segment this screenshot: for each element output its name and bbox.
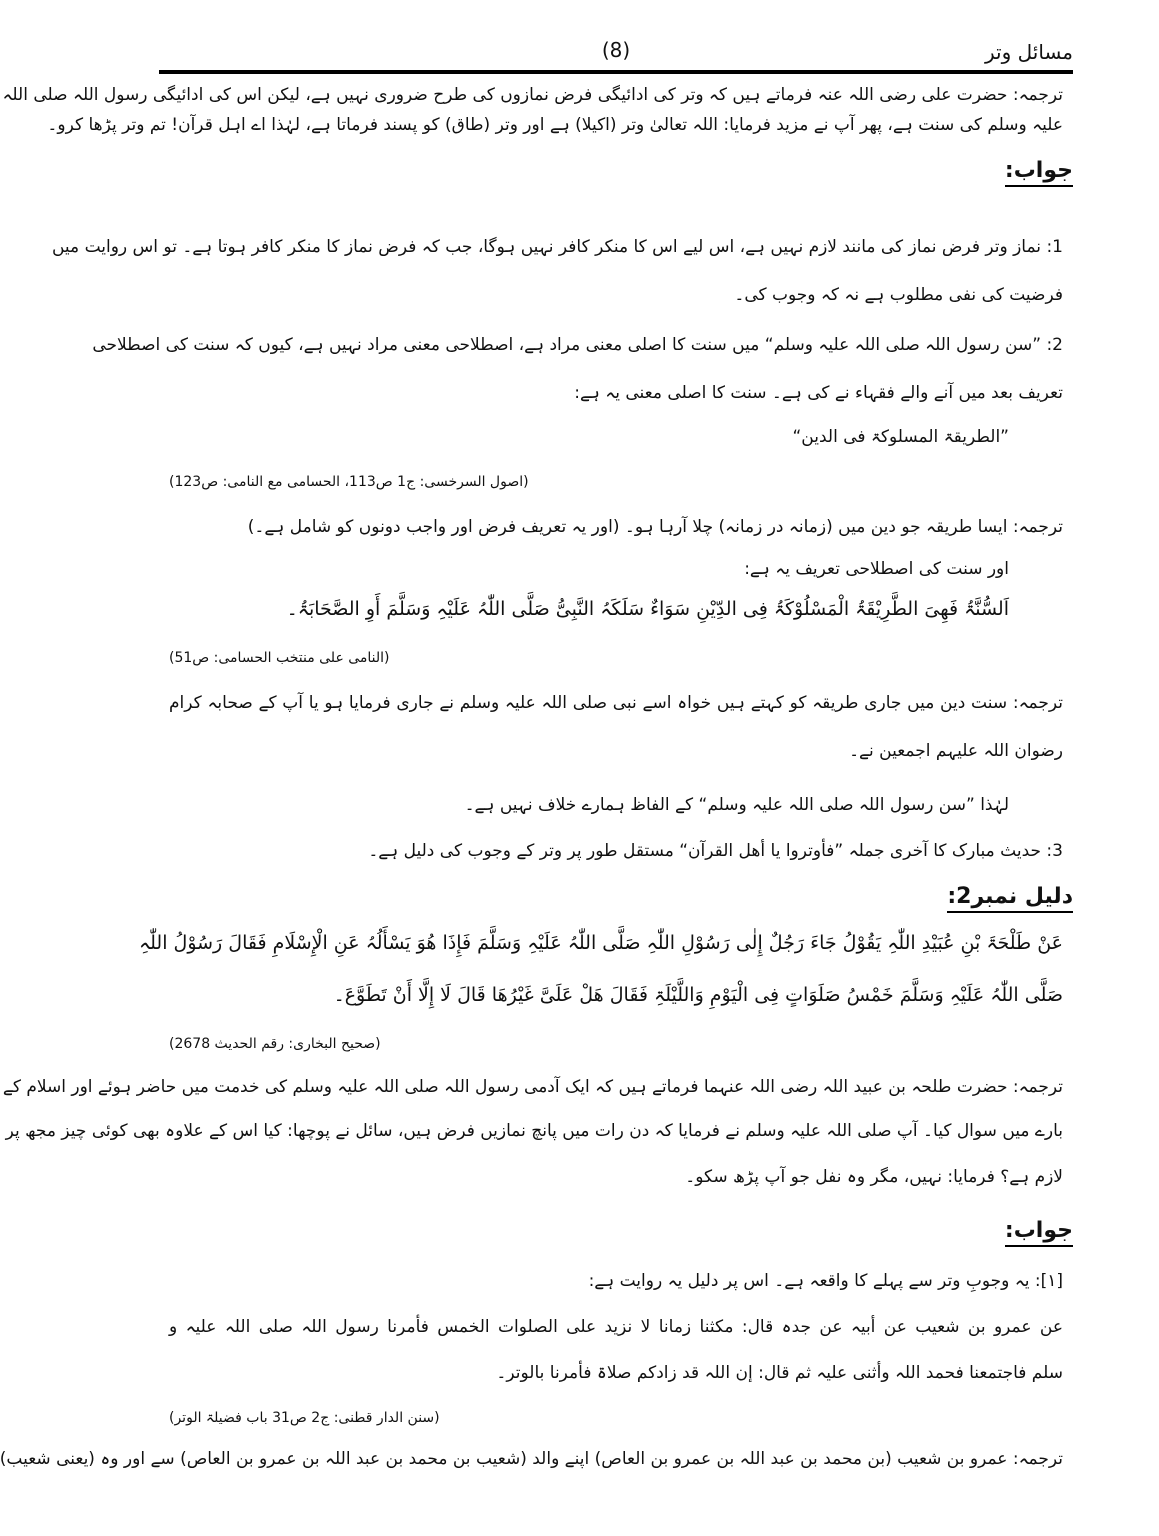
text-line: لازم ہے؟ فرمایا: نہیں، مگر وہ نفل جو آپ پڑھ سکو۔ [685, 1167, 1063, 1187]
text-line: ترجمہ: عمرو بن شعیب (بن محمد بن عبد اللہ بن عمرو بن العاص) اپنے والد (شعیب بن محمد بن عبد اللہ بن عمرو بن العاص) سے اور وہ (یعنی شعیب) [0, 1449, 1063, 1469]
heading-text: جواب: [1005, 158, 1073, 187]
text-line: علیہ وسلم کی سنت ہے، پھر آپ نے مزید فرمایا: اللہ تعالیٰ وتر (اکیلا) ہے اور وتر (طاق) کو پسند فرماتا ہے، لہٰذا اے اہل قرآن! تم وتر پڑھا کرو۔ [47, 115, 1063, 135]
heading-text: دلیل نمبر2: [947, 884, 1073, 913]
text-line: 1: نماز وتر فرض نماز کی مانند لازم نہیں ہے، اس لیے اس کا منکر کافر نہیں ہوگا، جب کہ فرض نماز کا منکر کافر ہوتا ہے۔ تو اس روایت میں [51, 237, 1063, 257]
text-line: لہٰذا ”سن رسول اللہ صلی اللہ علیہ وسلم“ کے الفاظ ہمارے خلاف نہیں ہے۔ [464, 795, 1009, 815]
text-line: ”الطریقۃ المسلوکۃ فی الدین“ [792, 427, 1009, 447]
arabic-text-line: صَلَّی اللّٰہُ عَلَیْہِ وَسَلَّمَ خَمْسُ صَلَوَاتٍ فِی الْیَوْمِ وَاللَّیْلَۃِ فَقَالَ ھَلْ عَلَیَّ غَیْرُھَا قَالَ لَا إِلَّا أَنْ تَطَوَّعَ۔ [333, 984, 1063, 1006]
text-line: ترجمہ: سنت دین میں جاری طریقہ کو کہتے ہیں خواہ اسے نبی صلی اللہ علیہ وسلم نے جاری فرمایا ہو یا آپ کے صحابہ کرام [169, 693, 1063, 713]
text-line: بارے میں سوال کیا۔ آپ صلی اللہ علیہ وسلم نے فرمایا کہ دن رات میں پانچ نمازیں فرض ہیں، سائل نے پوچھا: کیا اس کے علاوہ بھی کوئی چیز مجھ پر [5, 1121, 1063, 1141]
text-line: ترجمہ: حضرت علی رضی اللہ عنہ فرماتے ہیں کہ وتر کی ادائیگی فرض نمازوں کی طرح ضروری نہیں ہے، لیکن اس کی ادائیگی رسول اللہ صلی اللہ [2, 85, 1063, 105]
arabic-text-line: اَلسُّنَّۃُ فَھِیَ الطَّرِیْقَۃُ الْمَسْلُوْکَۃُ فِی الدِّیْنِ سَوَاءٌ سَلَکَہُ النَّبِیُّ صَلَّی اللّٰہُ عَلَیْہِ وَسَلَّمَ أَوِ الصَّحَابَۃُ۔ [286, 598, 1009, 620]
running-title: مسائل وتر [985, 40, 1073, 64]
reference: (صحیح البخاری: رقم الحدیث 2678) [169, 1036, 381, 1052]
section-heading [1005, 158, 1073, 183]
text-line: [۱]: یہ وجوبِ وتر سے پہلے کا واقعہ ہے۔ اس پر دلیل یہ روایت ہے: [588, 1271, 1063, 1291]
arabic-text-line: عَنْ طَلْحَۃَ بْنِ عُبَیْدِ اللّٰہِ یَقُوْلُ جَاءَ رَجُلٌ إِلٰی رَسُوْلِ اللّٰہِ صَلَّی اللّٰہُ عَلَیْہِ وَسَلَّمَ فَإِذَا ھُوَ یَسْأَلُہُ عَنِ الْإِسْلَامِ فَقَالَ رَسُوْلُ اللّٰہِ [138, 932, 1063, 954]
section-heading [947, 884, 1073, 909]
section-heading [1005, 1218, 1073, 1243]
text-line: 3: حدیث مبارک کا آخری جملہ ”فأوتروا یا أھل القرآن“ مستقل طور پر وتر کے وجوب کی دلیل ہے۔ [368, 841, 1063, 861]
text-line: رضوان اللہ علیہم اجمعین نے۔ [849, 741, 1063, 761]
heading-text: جواب: [1005, 1218, 1073, 1247]
text-line: تعریف بعد میں آنے والے فقہاء نے کی ہے۔ سنت کا اصلی معنی یہ ہے: [574, 383, 1063, 403]
text-line: عن عمرو بن شعیب عن أبیہ عن جدہ قال: مکثنا زمانا لا نزید علی الصلوات الخمس فأمرنا رسول اللہ صلی اللہ علیہ و [169, 1317, 1063, 1337]
header-rule [159, 70, 1073, 74]
text-line: ترجمہ: حضرت طلحہ بن عبید اللہ رضی اللہ عنہما فرماتے ہیں کہ ایک آدمی رسول اللہ صلی اللہ علیہ وسلم کی خدمت میں حاضر ہوئے اور اسلام کے [2, 1077, 1063, 1097]
reference: (سنن الدار قطنی: ج2 ص31 باب فضیلۃ الوتر) [169, 1410, 440, 1426]
reference: (اصول السرخسی: ج1 ص113، الحسامی مع النامی: ص123) [169, 474, 529, 490]
page-header [159, 36, 1073, 72]
text-line: ترجمہ: ایسا طریقہ جو دین میں (زمانہ در زمانہ) چلا آرہا ہو۔ (اور یہ تعریف فرض اور واجب دونوں کو شامل ہے۔) [247, 517, 1063, 537]
text-line: سلم فاجتمعنا فحمد اللہ وأثنی علیہ ثم قال: إن اللہ قد زادکم صلاۃ فأمرنا بالوتر۔ [496, 1363, 1063, 1383]
text-line: 2: ”سن رسول اللہ صلی اللہ علیہ وسلم“ میں سنت کا اصلی معنی مراد ہے، اصطلاحی معنی مراد نہیں ہے، کیوں کہ سنت کی اصطلاحی [92, 335, 1063, 355]
reference: (النامی علی منتخب الحسامی: ص51) [169, 650, 390, 666]
text-line: اور سنت کی اصطلاحی تعریف یہ ہے: [744, 559, 1009, 579]
page-number: (8) [601, 38, 631, 62]
text-line: فرضیت کی نفی مطلوب ہے نہ کہ وجوب کی۔ [734, 285, 1063, 305]
